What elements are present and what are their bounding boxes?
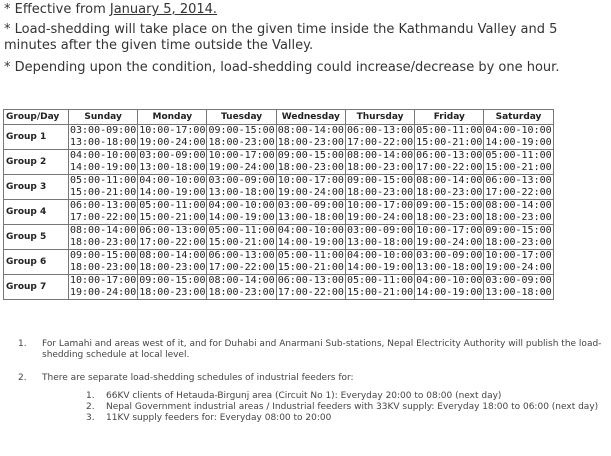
time-slot: 18:00-23:00 — [139, 287, 206, 298]
schedule-cell — [415, 125, 484, 150]
time-slot: 17:00-22:00 — [346, 137, 414, 148]
schedule-cell — [69, 150, 138, 175]
time-slot: 10:00-17:00 — [139, 125, 206, 136]
time-slot: 06:00-13:00 — [416, 150, 483, 161]
schedule-cell — [276, 275, 345, 300]
group-label: Group 4 — [4, 200, 69, 225]
schedule-cell — [415, 200, 484, 225]
schedule-cell — [484, 150, 553, 175]
schedule-cell — [484, 200, 553, 225]
time-slot: 18:00-23:00 — [485, 212, 552, 223]
effective-prefix: * Effective from — [4, 2, 110, 17]
sub-item-text: 11KV supply feeders for: Everyday 08:00 to 20:00 — [106, 413, 332, 423]
time-slot: 13:00-18:00 — [208, 187, 275, 198]
time-slot: 03:00-09:00 — [208, 175, 275, 186]
time-slot: 05:00-11:00 — [346, 275, 414, 286]
sub-list-item — [42, 391, 611, 402]
schedule-cell — [207, 275, 276, 300]
time-slot: 13:00-18:00 — [70, 137, 137, 148]
table-row — [4, 150, 554, 175]
time-slot: 04:00-10:00 — [485, 125, 552, 136]
time-slot: 10:00-17:00 — [485, 250, 552, 261]
group-label: Group 6 — [4, 250, 69, 275]
time-slot: 13:00-18:00 — [139, 162, 206, 173]
time-slot: 06:00-13:00 — [208, 250, 275, 261]
schedule-cell — [138, 200, 207, 225]
schedule-cell — [345, 250, 414, 275]
time-slot: 13:00-18:00 — [416, 262, 483, 273]
table-header-row — [4, 110, 554, 125]
time-slot: 17:00-22:00 — [139, 237, 206, 248]
time-slot: 19:00-24:00 — [346, 212, 414, 223]
time-slot: 04:00-10:00 — [139, 175, 206, 186]
schedule-cell — [69, 225, 138, 250]
note-item — [0, 373, 602, 424]
group-label: Group 7 — [4, 275, 69, 300]
group-label: Group 5 — [4, 225, 69, 250]
time-slot: 18:00-23:00 — [70, 262, 137, 273]
schedule-cell — [69, 125, 138, 150]
time-slot: 18:00-23:00 — [485, 237, 552, 248]
schedule-cell — [345, 275, 414, 300]
corner-header: Group/Day — [4, 110, 69, 125]
group-label: Group 3 — [4, 175, 69, 200]
time-slot: 08:00-14:00 — [139, 250, 206, 261]
time-slot: 19:00-24:00 — [70, 287, 137, 298]
time-slot: 09:00-15:00 — [485, 225, 552, 236]
time-slot: 08:00-14:00 — [416, 175, 483, 186]
schedule-cell — [138, 225, 207, 250]
time-slot: 19:00-24:00 — [277, 187, 344, 198]
time-slot: 14:00-19:00 — [277, 237, 344, 248]
time-slot: 18:00-23:00 — [346, 187, 414, 198]
sub-item-text: Nepal Government industrial areas / Industrial feeders with 33KV supply: Everyday 18:00 to 06:00 (next day) — [106, 402, 599, 412]
time-slot: 15:00-21:00 — [485, 162, 552, 173]
table-row — [4, 125, 554, 150]
time-slot: 03:00-09:00 — [346, 225, 414, 236]
time-slot: 03:00-09:00 — [139, 150, 206, 161]
time-slot: 19:00-24:00 — [139, 137, 206, 148]
time-slot: 18:00-23:00 — [277, 137, 344, 148]
day-header-thursday: Thursday — [345, 110, 414, 125]
schedule-cell — [484, 175, 553, 200]
time-slot: 17:00-22:00 — [485, 187, 552, 198]
schedule-cell — [345, 125, 414, 150]
time-slot: 06:00-13:00 — [139, 225, 206, 236]
day-header-wednesday: Wednesday — [276, 110, 345, 125]
time-slot: 14:00-19:00 — [139, 187, 206, 198]
time-slot: 17:00-22:00 — [208, 262, 275, 273]
valley-notice: * Load-shedding will take place on the given time inside the Kathmandu Valley and 5 minutes after the given time outside the Valley. — [4, 22, 558, 53]
schedule-cell — [276, 125, 345, 150]
time-slot: 14:00-19:00 — [208, 212, 275, 223]
schedule-cell — [415, 275, 484, 300]
time-slot: 09:00-15:00 — [70, 250, 137, 261]
time-slot: 18:00-23:00 — [139, 262, 206, 273]
time-slot: 05:00-11:00 — [277, 250, 344, 261]
note-number: 2. — [18, 373, 27, 383]
time-slot: 09:00-15:00 — [208, 125, 275, 136]
schedule-cell — [415, 250, 484, 275]
schedule-cell — [69, 250, 138, 275]
sub-item-number: 2. — [86, 402, 95, 412]
time-slot: 19:00-24:00 — [416, 237, 483, 248]
time-slot: 06:00-13:00 — [277, 275, 344, 286]
time-slot: 10:00-17:00 — [208, 150, 275, 161]
time-slot: 15:00-21:00 — [277, 262, 344, 273]
schedule-cell — [484, 250, 553, 275]
schedule-cell — [69, 175, 138, 200]
time-slot: 03:00-09:00 — [416, 250, 483, 261]
schedule-cell — [207, 175, 276, 200]
table-body — [4, 125, 554, 300]
time-slot: 13:00-18:00 — [277, 212, 344, 223]
time-slot: 04:00-10:00 — [416, 275, 483, 286]
time-slot: 08:00-14:00 — [208, 275, 275, 286]
condition-notice: * Depending upon the condition, load-shedding could increase/decrease by one hour. — [4, 60, 560, 75]
table-row — [4, 250, 554, 275]
time-slot: 15:00-21:00 — [139, 212, 206, 223]
time-slot: 05:00-11:00 — [139, 200, 206, 211]
schedule-cell — [345, 225, 414, 250]
time-slot: 10:00-17:00 — [416, 225, 483, 236]
time-slot: 19:00-24:00 — [208, 162, 275, 173]
time-slot: 18:00-23:00 — [208, 287, 275, 298]
time-slot: 13:00-18:00 — [346, 237, 414, 248]
schedule-cell — [207, 200, 276, 225]
time-slot: 15:00-21:00 — [70, 187, 137, 198]
schedule-cell — [207, 225, 276, 250]
schedule-cell — [345, 200, 414, 225]
time-slot: 18:00-23:00 — [208, 137, 275, 148]
time-slot: 18:00-23:00 — [416, 187, 483, 198]
time-slot: 06:00-13:00 — [70, 200, 137, 211]
schedule-cell — [138, 125, 207, 150]
table-row — [4, 275, 554, 300]
load-shedding-schedule-table — [3, 109, 554, 300]
schedule-cell — [276, 225, 345, 250]
sub-item-number: 1. — [86, 391, 95, 401]
schedule-cell — [415, 150, 484, 175]
day-header-tuesday: Tuesday — [207, 110, 276, 125]
schedule-cell — [276, 150, 345, 175]
time-slot: 03:00-09:00 — [70, 125, 137, 136]
time-slot: 04:00-10:00 — [208, 200, 275, 211]
sub-item-number: 3. — [86, 413, 95, 423]
schedule-cell — [138, 250, 207, 275]
time-slot: 05:00-11:00 — [416, 125, 483, 136]
time-slot: 18:00-23:00 — [416, 212, 483, 223]
schedule-cell — [484, 225, 553, 250]
time-slot: 14:00-19:00 — [70, 162, 137, 173]
day-header-sunday: Sunday — [69, 110, 138, 125]
schedule-cell — [207, 250, 276, 275]
time-slot: 08:00-14:00 — [70, 225, 137, 236]
schedule-cell — [484, 275, 553, 300]
time-slot: 14:00-19:00 — [346, 262, 414, 273]
sub-item-text: 66KV clients of Hetauda-Birgunj area (Circuit No 1): Everyday 20:00 to 08:00 (next day) — [106, 391, 502, 401]
sub-list-item — [42, 413, 611, 424]
schedule-cell — [138, 150, 207, 175]
notes-list — [0, 339, 611, 424]
time-slot: 05:00-11:00 — [70, 175, 137, 186]
time-slot: 09:00-15:00 — [277, 150, 344, 161]
time-slot: 13:00-18:00 — [485, 287, 552, 298]
time-slot: 09:00-15:00 — [346, 175, 414, 186]
time-slot: 14:00-19:00 — [416, 287, 483, 298]
schedule-cell — [207, 150, 276, 175]
time-slot: 10:00-17:00 — [277, 175, 344, 186]
schedule-cell — [415, 225, 484, 250]
time-slot: 03:00-09:00 — [485, 275, 552, 286]
sub-list — [42, 391, 602, 424]
schedule-cell — [484, 125, 553, 150]
schedule-cell — [345, 150, 414, 175]
notes-section — [0, 339, 611, 436]
schedule-cell — [415, 175, 484, 200]
day-header-saturday: Saturday — [484, 110, 553, 125]
time-slot: 04:00-10:00 — [346, 250, 414, 261]
time-slot: 05:00-11:00 — [485, 150, 552, 161]
note-item — [0, 339, 602, 361]
schedule-cell — [276, 250, 345, 275]
time-slot: 06:00-13:00 — [346, 125, 414, 136]
time-slot: 15:00-21:00 — [346, 287, 414, 298]
day-header-friday: Friday — [415, 110, 484, 125]
note-number: 1. — [18, 339, 27, 349]
note-text: There are separate load-shedding schedules of industrial feeders for: — [42, 373, 354, 383]
table-row — [4, 175, 554, 200]
group-label: Group 1 — [4, 125, 69, 150]
schedule-cell — [138, 175, 207, 200]
schedule-cell — [69, 275, 138, 300]
time-slot: 18:00-23:00 — [70, 237, 137, 248]
time-slot: 18:00-23:00 — [346, 162, 414, 173]
time-slot: 09:00-15:00 — [139, 275, 206, 286]
time-slot: 04:00-10:00 — [277, 225, 344, 236]
group-label: Group 2 — [4, 150, 69, 175]
time-slot: 17:00-22:00 — [416, 162, 483, 173]
time-slot: 08:00-14:00 — [277, 125, 344, 136]
schedule-cell — [138, 275, 207, 300]
time-slot: 09:00-15:00 — [416, 200, 483, 211]
effective-date-link[interactable]: January 5, 2014. — [109, 2, 218, 17]
schedule-cell — [276, 200, 345, 225]
table-row — [4, 225, 554, 250]
sub-list-item — [42, 402, 611, 413]
note-text: For Lamahi and areas west of it, and for Duhabi and Anarmani Sub-stations, Nepal Electricity Authority will publish the load-shedding schedule at local level. — [42, 339, 602, 360]
time-slot: 17:00-22:00 — [277, 287, 344, 298]
schedule-cell — [345, 175, 414, 200]
time-slot: 10:00-17:00 — [346, 200, 414, 211]
time-slot: 06:00-13:00 — [485, 175, 552, 186]
time-slot: 14:00-19:00 — [485, 137, 552, 148]
time-slot: 19:00-24:00 — [485, 262, 552, 273]
time-slot: 15:00-21:00 — [208, 237, 275, 248]
effective-notice — [4, 2, 608, 18]
time-slot: 08:00-14:00 — [346, 150, 414, 161]
time-slot: 18:00-23:00 — [277, 162, 344, 173]
time-slot: 17:00-22:00 — [70, 212, 137, 223]
time-slot: 05:00-11:00 — [208, 225, 275, 236]
schedule-cell — [69, 200, 138, 225]
day-header-monday: Monday — [138, 110, 207, 125]
time-slot: 08:00-14:00 — [485, 200, 552, 211]
time-slot: 15:00-21:00 — [416, 137, 483, 148]
table-row — [4, 200, 554, 225]
time-slot: 10:00-17:00 — [70, 275, 137, 286]
time-slot: 03:00-09:00 — [277, 200, 344, 211]
schedule-cell — [276, 175, 345, 200]
time-slot: 04:00-10:00 — [70, 150, 137, 161]
schedule-cell — [207, 125, 276, 150]
